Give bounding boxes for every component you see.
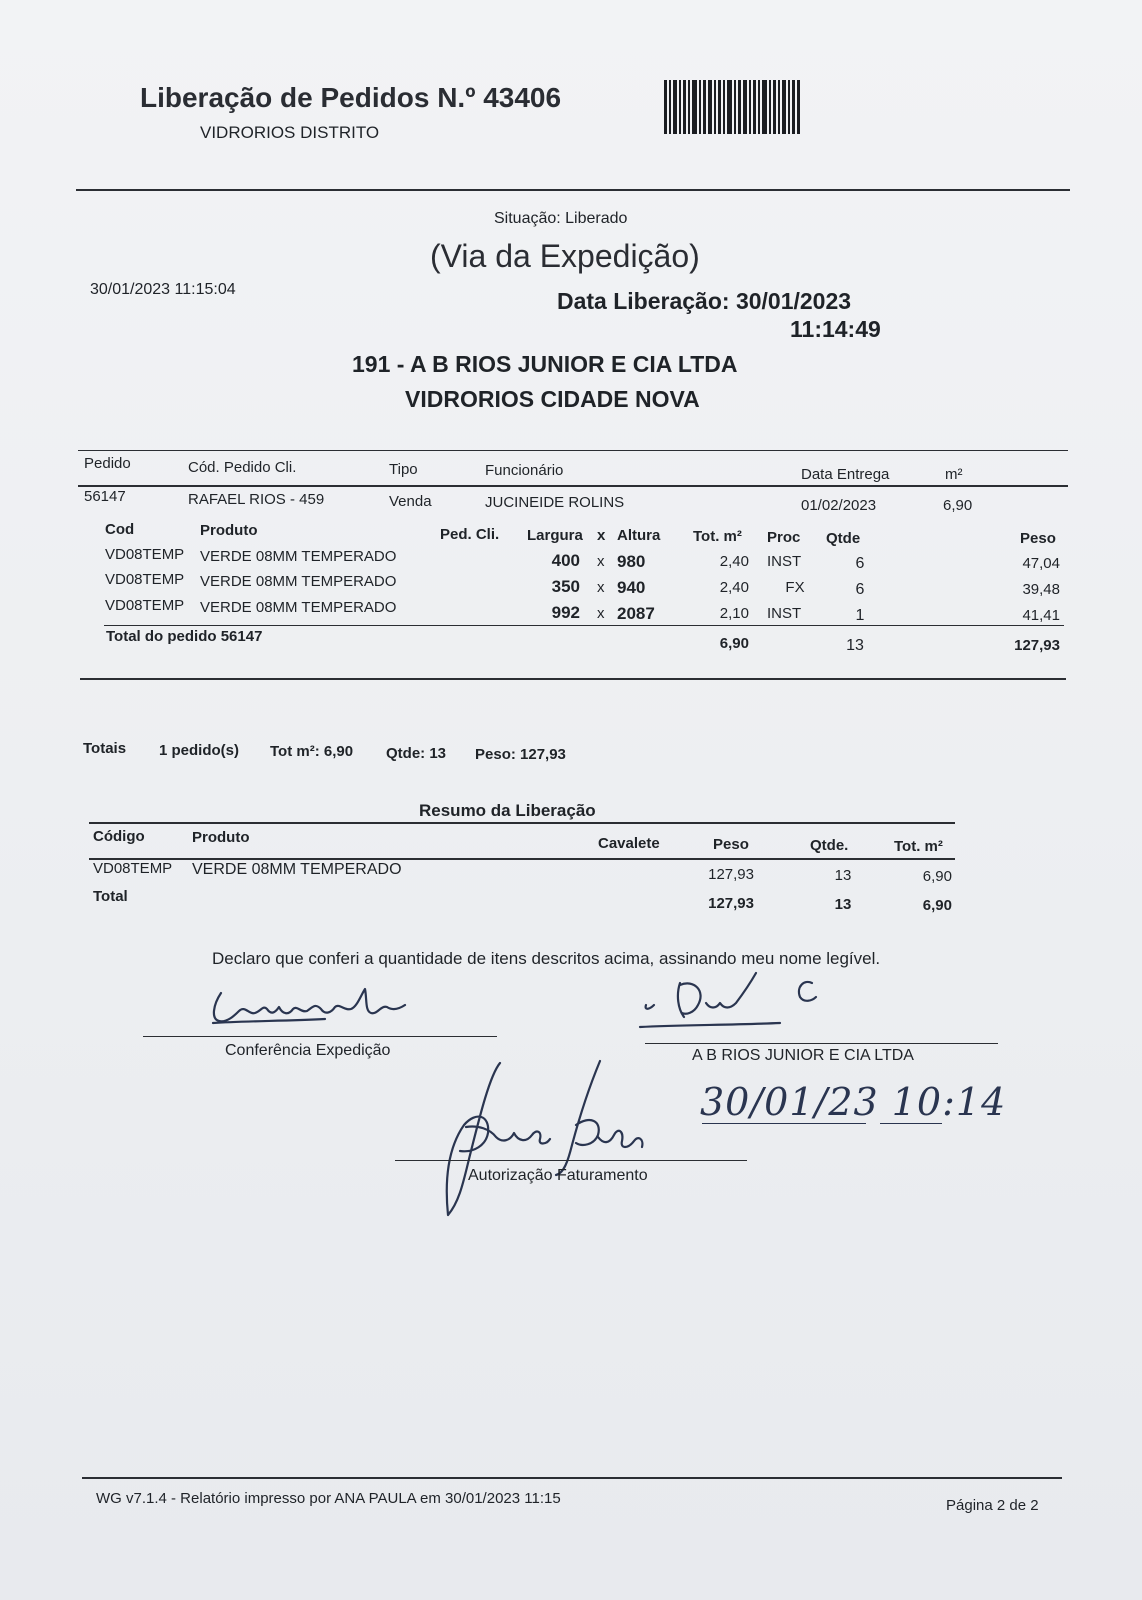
order-total-label: Total do pedido 56147 [106,628,263,645]
client-name: 191 - A B RIOS JUNIOR E CIA LTDA [352,351,738,377]
items-col-altura: Altura [617,527,661,544]
row-proc: INST [767,553,802,570]
resumo-col-produto: Produto [192,829,250,846]
items-col-produto: Produto [200,522,258,539]
resumo-row-codigo: VD08TEMP [93,860,173,877]
signature-line-client [645,1043,998,1044]
order-client-code: RAFAEL RIOS - 459 [188,491,325,508]
resumo-col-peso: Peso [713,836,749,853]
order-employee: JUCINEIDE ROLINS [485,494,625,511]
resumo-col-cavalete: Cavalete [598,835,660,852]
handwritten-date-underline [702,1123,866,1124]
row-x: x [597,605,605,622]
col-cod-pedido-cli: Cód. Pedido Cli. [188,459,297,476]
row-tot-m2: 2,40 [719,553,749,570]
items-col-peso: Peso [1020,530,1056,547]
resumo-col-qtde: Qtde. [810,837,849,854]
store-name: VIDRORIOS CIDADE NOVA [405,386,700,412]
row-largura: 400 [551,551,580,570]
resumo-row-tot-m2: 6,90 [922,868,952,885]
row-x: x [597,553,605,570]
col-data-entrega: Data Entrega [801,466,890,483]
resumo-title: Resumo da Liberação [419,801,596,820]
items-col-tot-m2: Tot. m² [693,528,742,545]
resumo-row-produto: VERDE 08MM TEMPERADO [192,861,402,878]
resumo-row-qtde: 13 [834,867,852,884]
row-altura: 980 [617,552,646,571]
signature-label-autorizacao: Autorização Faturamento [468,1167,648,1184]
document-title: Liberação de Pedidos N.º 43406 [140,82,562,113]
items-col-cod: Cod [105,521,135,538]
release-time: 11:14:49 [790,316,881,342]
items-col-x: x [597,527,606,544]
resumo-total-qtde: 13 [834,896,852,913]
declaration-text: Declaro que conferi a quantidade de itens descritos acima, assinando meu nome legível. [212,949,881,968]
order-total-qtde: 13 [846,637,864,654]
items-col-proc: Proc [767,529,801,546]
signature-line-autorizacao [395,1160,747,1161]
footer-page-number: Página 2 de 2 [946,1497,1039,1514]
row-qtde: 6 [855,581,865,598]
row-qtde: 1 [855,607,865,624]
totais-label: Totais [83,740,127,757]
handwritten-date: 30/01/23 10:14 [700,1080,1007,1124]
row-largura: 350 [551,577,580,596]
row-produto: VERDE 08MM TEMPERADO [200,599,397,616]
totais-pedidos: 1 pedido(s) [159,742,240,759]
signature-client [640,965,840,1045]
row-tot-m2: 2,40 [719,579,749,596]
signature-label-client: A B RIOS JUNIOR E CIA LTDA [692,1047,914,1064]
signature-leonardo [205,985,425,1035]
row-altura: 940 [617,578,646,597]
row-cod: VD08TEMP [105,597,185,614]
order-section-divider [80,678,1066,680]
resumo-col-tot-m2: Tot. m² [894,838,943,855]
company-name: VIDRORIOS DISTRITO [200,123,380,142]
row-largura: 992 [551,603,580,622]
resumo-total-tot-m2: 6,90 [922,897,952,914]
row-x: x [597,579,605,596]
resumo-row-peso: 127,93 [708,866,754,883]
resumo-total-peso: 127,93 [708,895,754,912]
resumo-header-rule [89,858,955,860]
row-proc: INST [767,605,802,622]
print-datetime: 30/01/2023 11:15:04 [90,281,236,298]
items-col-ped-cli: Ped. Cli. [440,526,500,543]
signature-ana-paula [430,1055,670,1225]
status-text: Situação: Liberado [494,210,628,227]
col-funcionario: Funcionário [485,462,564,479]
col-m2: m² [945,466,963,483]
totais-m2: Tot m²: 6,90 [270,743,354,760]
col-tipo: Tipo [389,461,418,478]
order-delivery-date: 01/02/2023 [801,497,877,514]
footer-report-info: WG v7.1.4 - Relatório impresso por ANA PAULA em 30/01/2023 11:15 [96,1490,561,1507]
row-cod: VD08TEMP [105,546,185,563]
row-peso: 47,04 [1022,555,1060,572]
order-number: 56147 [84,488,126,505]
order-total-m2: 6,90 [719,635,749,652]
header-divider [76,189,1070,191]
row-peso: 41,41 [1022,607,1060,624]
row-produto: VERDE 08MM TEMPERADO [200,573,397,590]
row-proc: FX [785,579,805,596]
order-type: Venda [389,493,432,510]
order-header-rule [78,485,1068,487]
order-total-peso: 127,93 [1014,637,1060,654]
signature-line-conferencia [143,1036,497,1037]
totais-peso: Peso: 127,93 [475,746,566,763]
items-total-rule [104,625,1064,626]
col-pedido: Pedido [84,455,131,472]
resumo-col-codigo: Código [93,828,145,845]
row-cod: VD08TEMP [105,571,185,588]
barcode-graphic [664,80,840,134]
row-qtde: 6 [855,555,865,572]
order-top-rule [78,450,1068,451]
items-col-qtde: Qtde [826,530,861,547]
handwritten-time-underline [880,1123,942,1124]
items-col-largura: Largura [527,527,583,544]
order-m2: 6,90 [943,497,973,514]
row-altura: 2087 [617,604,655,623]
signature-label-conferencia: Conferência Expedição [225,1042,391,1059]
row-tot-m2: 2,10 [719,605,749,622]
footer-rule [82,1477,1062,1479]
via-label: (Via da Expedição) [430,238,700,274]
resumo-top-rule [89,822,955,824]
resumo-total-label: Total [93,888,128,905]
release-date: Data Liberação: 30/01/2023 [557,288,852,314]
totais-qtde: Qtde: 13 [386,745,447,762]
row-produto: VERDE 08MM TEMPERADO [200,548,397,565]
row-peso: 39,48 [1022,581,1060,598]
